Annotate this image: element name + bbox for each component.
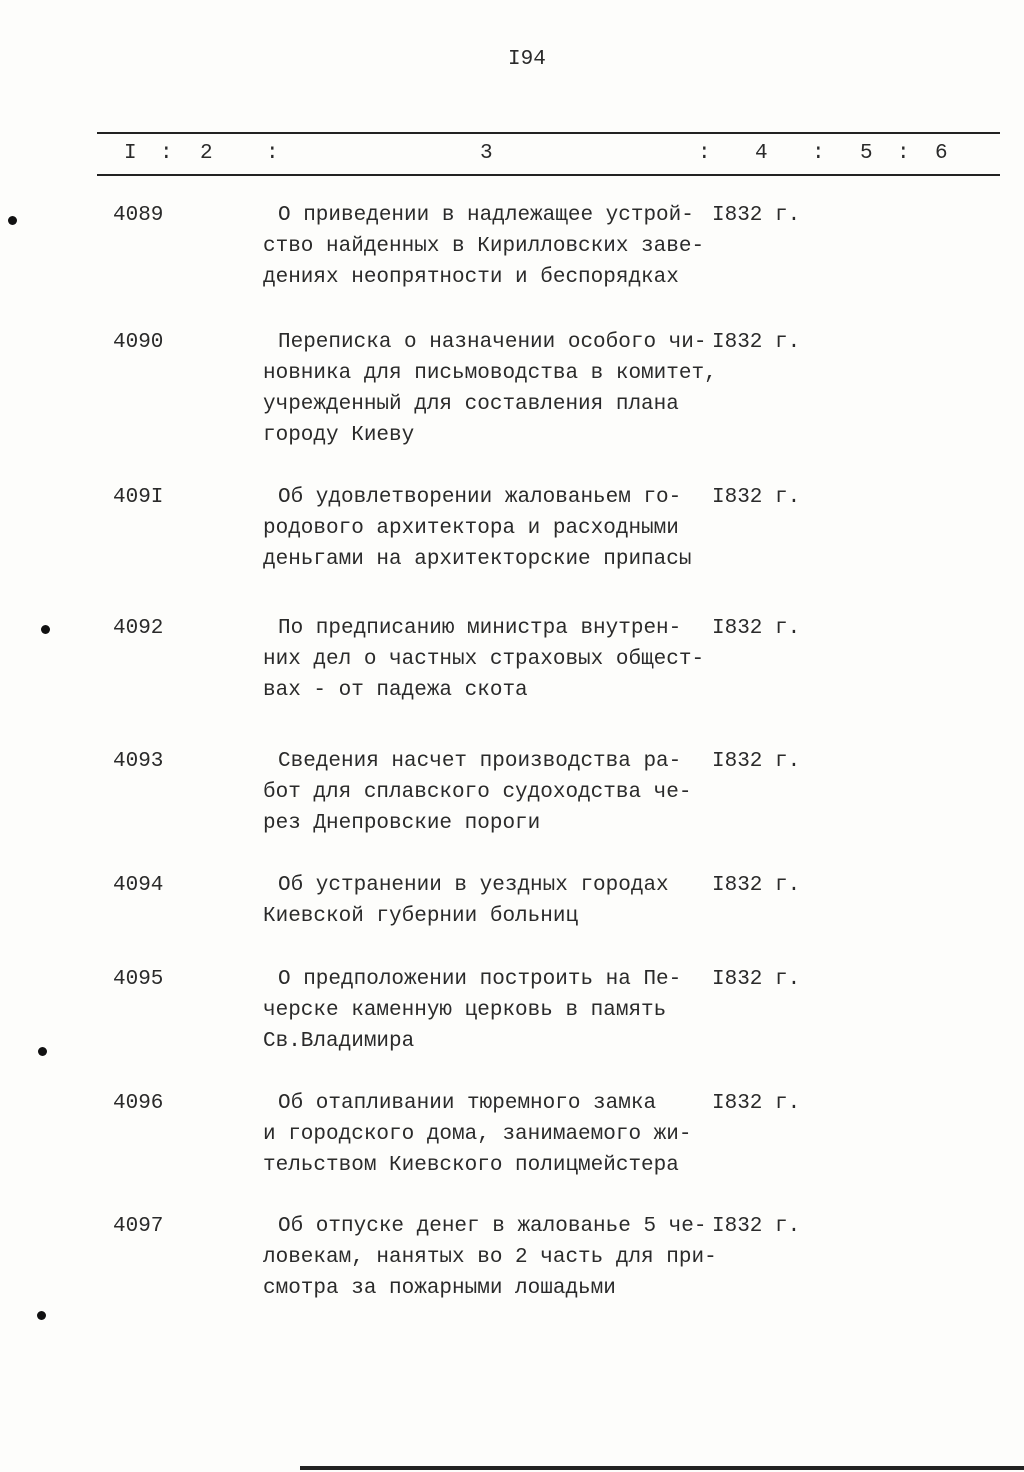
header-sep: :: [266, 142, 279, 165]
entry-title-line: Переписка о назначении особого чи-: [278, 331, 707, 354]
entry-title-line: черске каменную церковь в память: [263, 999, 667, 1022]
entry-title-line: ство найденных в Кирилловских заве-: [263, 235, 705, 258]
entry-title-line: О приведении в надлежащее устрой-: [278, 204, 694, 227]
entry-title-line: вах - от падежа скота: [263, 679, 528, 702]
entry-title-line: Св.Владимира: [263, 1030, 415, 1053]
entry-title-line: бот для сплавского судоходства че-: [263, 781, 692, 804]
entry-year: I832 г.: [712, 874, 801, 897]
entry-title-line: О предположении построить на Пе-: [278, 968, 682, 991]
entry-title-line: новника для письмоводства в комитет,: [263, 362, 717, 385]
punch-hole-mark: [41, 625, 50, 634]
entry-title-line: родового архитектора и расходными: [263, 517, 679, 540]
header-bottom-rule: [97, 174, 1000, 176]
entry-title-line: них дел о частных страховых общест-: [263, 648, 705, 671]
entry-title-line: ловекам, нанятых во 2 часть для при-: [263, 1246, 717, 1269]
header-sep: :: [698, 142, 711, 165]
entry-title-line: рез Днепровские пороги: [263, 812, 541, 835]
entry-title-line: деньгами на архитекторские припасы: [263, 548, 692, 571]
entry-year: I832 г.: [712, 750, 801, 773]
header-col-6: 6: [935, 142, 948, 165]
page-number: I94: [508, 48, 546, 71]
entry-number: 409I: [113, 486, 164, 509]
entry-number: 4090: [113, 331, 164, 354]
entry-title-line: Об удовлетворении жалованьем го-: [278, 486, 682, 509]
entry-year: I832 г.: [712, 1092, 801, 1115]
header-col-3: 3: [480, 142, 493, 165]
entry-title-line: Сведения насчет производства ра-: [278, 750, 682, 773]
entry-year: I832 г.: [712, 968, 801, 991]
entry-number: 4092: [113, 617, 164, 640]
entry-number: 4095: [113, 968, 164, 991]
bottom-rule: [300, 1466, 1024, 1470]
entry-number: 4096: [113, 1092, 164, 1115]
entry-year: I832 г.: [712, 204, 801, 227]
header-col-4: 4: [755, 142, 768, 165]
entry-title-line: дениях неопрятности и беспорядках: [263, 266, 679, 289]
entry-year: I832 г.: [712, 1215, 801, 1238]
entry-title-line: Об отапливании тюремного замка: [278, 1092, 657, 1115]
entry-title-line: По предписанию министра внутрен-: [278, 617, 682, 640]
entry-title-line: городу Киеву: [263, 424, 415, 447]
entry-number: 4093: [113, 750, 164, 773]
entry-title-line: Киевской губернии больниц: [263, 905, 579, 928]
punch-hole-mark: [8, 216, 17, 225]
entry-year: I832 г.: [712, 486, 801, 509]
header-sep: :: [812, 142, 825, 165]
entry-year: I832 г.: [712, 617, 801, 640]
entry-title-line: тельством Киевского полицмейстера: [263, 1154, 679, 1177]
entry-title-line: и городского дома, занимаемого жи-: [263, 1123, 692, 1146]
header-sep: :: [160, 142, 173, 165]
entry-title-line: Об устранении в уездных городах: [278, 874, 669, 897]
entry-title-line: Об отпуске денег в жалованье 5 че-: [278, 1215, 707, 1238]
punch-hole-mark: [37, 1311, 46, 1320]
entry-number: 4089: [113, 204, 164, 227]
header-sep: :: [897, 142, 910, 165]
header-top-rule: [97, 132, 1000, 134]
header-col-5: 5: [860, 142, 873, 165]
entry-title-line: учрежденный для составления плана: [263, 393, 679, 416]
header-col-2: 2: [200, 142, 213, 165]
punch-hole-mark: [38, 1047, 47, 1056]
entry-number: 4097: [113, 1215, 164, 1238]
header-col-1: I: [124, 142, 137, 165]
entry-year: I832 г.: [712, 331, 801, 354]
entry-number: 4094: [113, 874, 164, 897]
entry-title-line: смотра за пожарными лошадьми: [263, 1277, 616, 1300]
